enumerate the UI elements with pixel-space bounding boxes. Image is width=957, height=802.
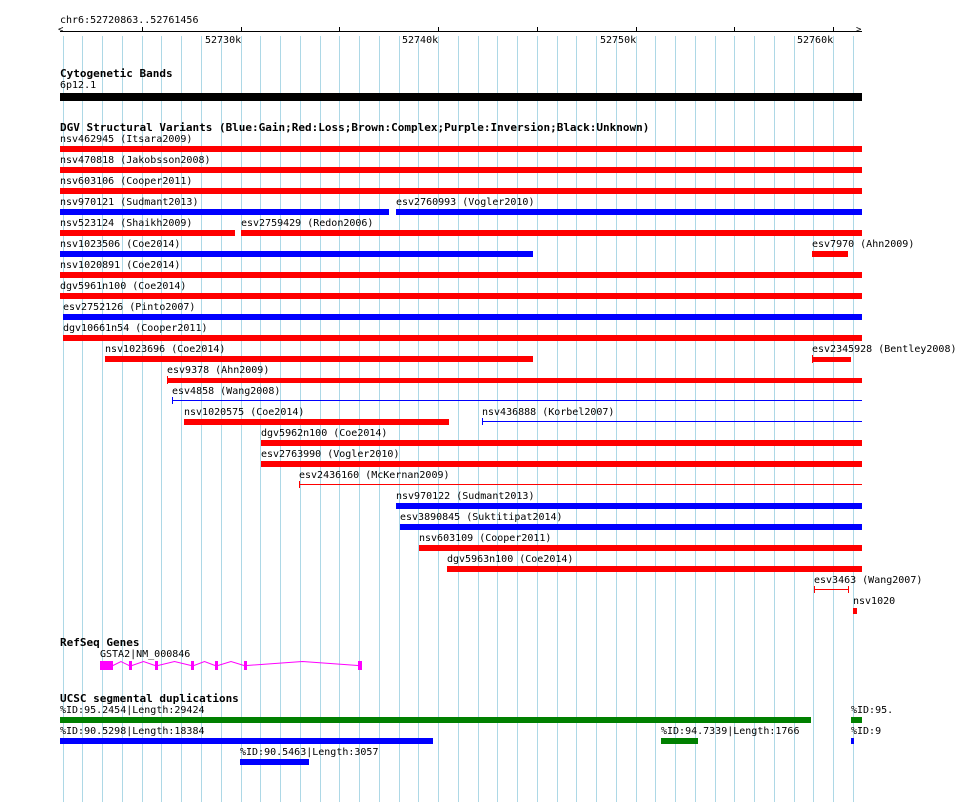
ruler-tick bbox=[734, 27, 735, 32]
feature-label[interactable]: dgv10661n54 (Cooper2011) bbox=[63, 323, 208, 334]
feature-glyph[interactable] bbox=[299, 481, 862, 488]
feature-glyph[interactable] bbox=[60, 272, 862, 278]
track-title: Cytogenetic Bands bbox=[60, 67, 173, 80]
feature-end-tick bbox=[482, 418, 483, 425]
feature-label[interactable]: nsv970121 (Sudmant2013) bbox=[60, 197, 199, 208]
feature-glyph[interactable] bbox=[812, 251, 848, 257]
feature-label[interactable]: %ID:90.5463|Length:3057 bbox=[240, 747, 379, 758]
intron-line bbox=[113, 662, 129, 666]
feature-end-tick bbox=[812, 355, 813, 363]
feature-bar bbox=[60, 293, 862, 299]
exon-block bbox=[129, 661, 132, 670]
exon-block bbox=[100, 661, 113, 670]
feature-label[interactable]: esv2763990 (Vogler2010) bbox=[261, 449, 400, 460]
feature-label[interactable]: %ID:94.7339|Length:1766 bbox=[661, 726, 800, 737]
intron-line bbox=[132, 662, 155, 666]
feature-glyph[interactable] bbox=[261, 440, 862, 446]
feature-label[interactable]: nsv1023696 (Coe2014) bbox=[105, 344, 226, 355]
feature-glyph[interactable] bbox=[241, 230, 862, 236]
feature-glyph[interactable] bbox=[63, 335, 862, 341]
feature-bar bbox=[261, 440, 862, 446]
ruler-tick bbox=[833, 27, 834, 32]
ruler-tick-label: 52760k bbox=[797, 35, 834, 46]
feature-label[interactable]: nsv1020575 (Coe2014) bbox=[184, 407, 305, 418]
gene-introns bbox=[100, 661, 362, 670]
feature-glyph[interactable] bbox=[60, 209, 389, 215]
feature-bar bbox=[396, 503, 862, 509]
feature-bar bbox=[447, 566, 862, 572]
feature-glyph[interactable] bbox=[60, 230, 235, 236]
feature-glyph[interactable] bbox=[851, 738, 854, 744]
feature-bar bbox=[851, 717, 862, 723]
feature-label[interactable]: 6p12.1 bbox=[60, 80, 97, 91]
feature-label[interactable]: nsv1020891 (Coe2014) bbox=[60, 260, 181, 271]
feature-bar bbox=[60, 272, 862, 278]
feature-line bbox=[172, 400, 862, 401]
feature-glyph[interactable] bbox=[396, 209, 862, 215]
feature-bar bbox=[105, 356, 533, 362]
exon-block bbox=[215, 661, 218, 670]
feature-label[interactable]: esv2760993 (Vogler2010) bbox=[396, 197, 535, 208]
feature-label[interactable]: esv9378 (Ahn2009) bbox=[167, 365, 270, 376]
intron-line bbox=[247, 662, 358, 666]
feature-end-tick bbox=[814, 586, 815, 593]
feature-glyph[interactable] bbox=[60, 738, 433, 744]
intron-line bbox=[158, 662, 191, 666]
ruler-left-arrow-icon: < bbox=[58, 25, 64, 35]
feature-bar bbox=[60, 717, 811, 723]
intron-line bbox=[218, 662, 244, 666]
ruler-tick-label: 52750k bbox=[600, 35, 637, 46]
feature-label[interactable]: nsv603106 (Cooper2011) bbox=[60, 176, 193, 187]
feature-label[interactable]: nsv603109 (Cooper2011) bbox=[419, 533, 552, 544]
feature-glyph[interactable] bbox=[60, 293, 862, 299]
ruler-right-arrow-icon: > bbox=[856, 25, 862, 35]
feature-label[interactable]: nsv1020 bbox=[853, 596, 896, 607]
feature-label[interactable]: nsv523124 (Shaikh2009) bbox=[60, 218, 193, 229]
feature-label[interactable]: %ID:95.2454|Length:29424 bbox=[60, 705, 205, 716]
feature-end-tick bbox=[167, 376, 168, 384]
feature-bar bbox=[60, 93, 862, 101]
exon-block bbox=[155, 661, 158, 670]
feature-bar bbox=[851, 738, 854, 744]
intron-line bbox=[194, 662, 215, 666]
feature-label[interactable]: dgv5962n100 (Coe2014) bbox=[261, 428, 388, 439]
feature-label[interactable]: %ID:95. bbox=[851, 705, 894, 716]
ruler-tick bbox=[537, 27, 538, 32]
feature-bar bbox=[60, 209, 389, 215]
feature-bar bbox=[60, 146, 862, 152]
feature-bar bbox=[419, 545, 862, 551]
feature-glyph[interactable] bbox=[419, 545, 862, 551]
feature-label[interactable]: esv7970 (Ahn2009) bbox=[812, 239, 915, 250]
feature-end-tick bbox=[848, 586, 849, 593]
feature-label[interactable]: esv2436160 (McKernan2009) bbox=[299, 470, 450, 481]
feature-glyph[interactable] bbox=[240, 759, 309, 765]
feature-bar bbox=[400, 524, 862, 530]
feature-bar bbox=[60, 251, 533, 257]
feature-line bbox=[299, 484, 862, 485]
exon-block bbox=[244, 661, 247, 670]
feature-label[interactable]: nsv436888 (Korbel2007) bbox=[482, 407, 615, 418]
feature-label[interactable]: nsv1023506 (Coe2014) bbox=[60, 239, 181, 250]
feature-bar bbox=[261, 461, 862, 467]
feature-label[interactable]: esv2759429 (Redon2006) bbox=[241, 218, 374, 229]
feature-glyph[interactable] bbox=[60, 188, 862, 194]
ruler-tick bbox=[438, 27, 439, 32]
feature-label[interactable]: %ID:9 bbox=[851, 726, 882, 737]
feature-bar bbox=[167, 378, 862, 383]
feature-bar bbox=[661, 738, 698, 744]
feature-label[interactable]: esv4858 (Wang2008) bbox=[172, 386, 281, 397]
feature-glyph[interactable] bbox=[172, 397, 862, 404]
feature-bar bbox=[853, 608, 857, 614]
exon-block bbox=[191, 661, 194, 670]
feature-glyph[interactable] bbox=[396, 503, 862, 509]
track-title: UCSC segmental duplications bbox=[60, 692, 239, 705]
ruler-position-label: chr6:52720863..52761456 bbox=[60, 15, 199, 26]
feature-glyph[interactable] bbox=[60, 251, 533, 257]
feature-end-tick bbox=[172, 397, 173, 404]
feature-bar bbox=[812, 357, 851, 362]
exon-block bbox=[358, 661, 362, 670]
feature-glyph[interactable] bbox=[105, 356, 533, 362]
gene-glyph[interactable] bbox=[100, 661, 362, 670]
feature-glyph[interactable] bbox=[482, 418, 862, 425]
feature-label[interactable]: nsv970122 (Sudmant2013) bbox=[396, 491, 535, 502]
feature-label[interactable]: GSTA2|NM_000846 bbox=[100, 649, 191, 660]
feature-glyph[interactable] bbox=[814, 586, 849, 593]
feature-glyph[interactable] bbox=[63, 314, 862, 320]
feature-bar bbox=[240, 759, 309, 765]
feature-glyph[interactable] bbox=[60, 717, 811, 723]
ruler-tick-label: 52730k bbox=[205, 35, 242, 46]
feature-bar bbox=[60, 230, 235, 236]
feature-glyph[interactable] bbox=[400, 524, 862, 530]
feature-glyph[interactable] bbox=[184, 419, 449, 425]
feature-bar bbox=[812, 251, 848, 257]
feature-glyph[interactable] bbox=[661, 738, 698, 744]
feature-glyph[interactable] bbox=[261, 461, 862, 467]
feature-glyph[interactable] bbox=[853, 608, 857, 614]
ruler-tick bbox=[142, 27, 143, 32]
feature-end-tick bbox=[299, 481, 300, 488]
track-title: DGV Structural Variants (Blue:Gain;Red:Loss;Brown:Complex;Purple:Inversion;Black:Unknown) bbox=[60, 121, 650, 134]
ruler-tick bbox=[636, 27, 637, 32]
ruler-tick bbox=[241, 27, 242, 32]
feature-bar bbox=[396, 209, 862, 215]
feature-bar bbox=[60, 188, 862, 194]
track-title: RefSeq Genes bbox=[60, 636, 140, 649]
feature-glyph[interactable] bbox=[167, 377, 862, 383]
feature-glyph[interactable] bbox=[60, 93, 862, 101]
feature-label[interactable]: esv3890845 (Suktitipat2014) bbox=[400, 512, 563, 523]
feature-bar bbox=[184, 419, 449, 425]
feature-line bbox=[482, 421, 862, 422]
feature-glyph[interactable] bbox=[447, 566, 862, 572]
feature-label[interactable]: esv3463 (Wang2007) bbox=[814, 575, 923, 586]
feature-bar bbox=[60, 167, 862, 173]
feature-bar bbox=[63, 314, 862, 320]
feature-label[interactable]: dgv5963n100 (Coe2014) bbox=[447, 554, 574, 565]
feature-glyph[interactable] bbox=[60, 167, 862, 173]
feature-glyph[interactable] bbox=[60, 146, 862, 152]
feature-bar bbox=[60, 738, 433, 744]
ruler-tick bbox=[339, 27, 340, 32]
ruler-line bbox=[60, 31, 862, 32]
feature-bar bbox=[63, 335, 862, 341]
feature-label[interactable]: esv2345928 (Bentley2008) bbox=[812, 344, 957, 355]
feature-line bbox=[814, 589, 849, 590]
feature-glyph[interactable] bbox=[851, 717, 862, 723]
feature-label[interactable]: nsv462945 (Itsara2009) bbox=[60, 134, 193, 145]
feature-label[interactable]: %ID:90.5298|Length:18384 bbox=[60, 726, 205, 737]
feature-label[interactable]: esv2752126 (Pinto2007) bbox=[63, 302, 196, 313]
feature-label[interactable]: nsv470818 (Jakobsson2008) bbox=[60, 155, 211, 166]
feature-glyph[interactable] bbox=[812, 356, 851, 362]
feature-label[interactable]: dgv5961n100 (Coe2014) bbox=[60, 281, 187, 292]
ruler-tick-label: 52740k bbox=[402, 35, 439, 46]
feature-bar bbox=[241, 230, 862, 236]
